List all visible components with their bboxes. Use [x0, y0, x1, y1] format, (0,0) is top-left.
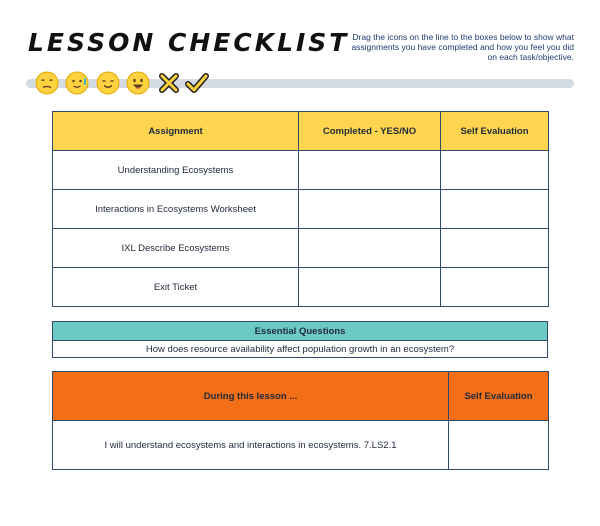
assignment-cell: Interactions in Ecosystems Worksheet	[53, 190, 299, 229]
self-evaluation-drop-box[interactable]	[449, 421, 549, 470]
header-completed: Completed - YES/NO	[299, 112, 441, 151]
self-evaluation-drop-box[interactable]	[441, 190, 549, 229]
assignment-checklist-table	[52, 111, 549, 307]
essential-questions-header: Essential Questions	[53, 322, 548, 341]
checklist-header-row	[53, 112, 549, 151]
header-during-lesson: During this lesson ...	[53, 372, 449, 421]
completed-drop-box[interactable]	[299, 190, 441, 229]
table-row	[53, 151, 549, 190]
table-row	[53, 421, 549, 470]
self-evaluation-drop-box[interactable]	[441, 151, 549, 190]
objective-cell: I will understand ecosystems and interactions in ecosystems. 7.LS2.1	[53, 421, 449, 470]
lesson-header-row	[53, 372, 549, 421]
essential-questions-table	[52, 321, 548, 358]
header-self-evaluation: Self Evaluation	[449, 372, 549, 421]
completed-drop-box[interactable]	[299, 151, 441, 190]
table-row	[53, 190, 549, 229]
page-title: LESSON CHECKLIST	[28, 28, 350, 57]
table-row	[53, 268, 549, 307]
self-evaluation-drop-box[interactable]	[441, 229, 549, 268]
lesson-objectives-table	[52, 371, 549, 470]
self-evaluation-drop-box[interactable]	[441, 268, 549, 307]
x-mark-icon[interactable]	[157, 71, 181, 95]
check-mark-icon[interactable]	[185, 71, 209, 95]
completed-drop-box[interactable]	[299, 268, 441, 307]
assignment-cell: Exit Ticket	[53, 268, 299, 307]
completed-drop-box[interactable]	[299, 229, 441, 268]
instructions-text: Drag the icons on the line to the boxes below to show what assignments you have completed and how you feel you did on each task/objective.	[351, 32, 574, 62]
smiling-face-icon[interactable]	[65, 71, 89, 95]
header-self-evaluation: Self Evaluation	[441, 112, 549, 151]
worried-face-icon[interactable]	[35, 71, 59, 95]
happy-face-icon[interactable]	[96, 71, 120, 95]
assignment-cell: Understanding Ecosystems	[53, 151, 299, 190]
header-assignment: Assignment	[53, 112, 299, 151]
essential-question-text: How does resource availability affect population growth in an ecosystem?	[53, 341, 548, 358]
grinning-face-icon[interactable]	[126, 71, 150, 95]
table-row	[53, 229, 549, 268]
assignment-cell: IXL Describe Ecosystems	[53, 229, 299, 268]
